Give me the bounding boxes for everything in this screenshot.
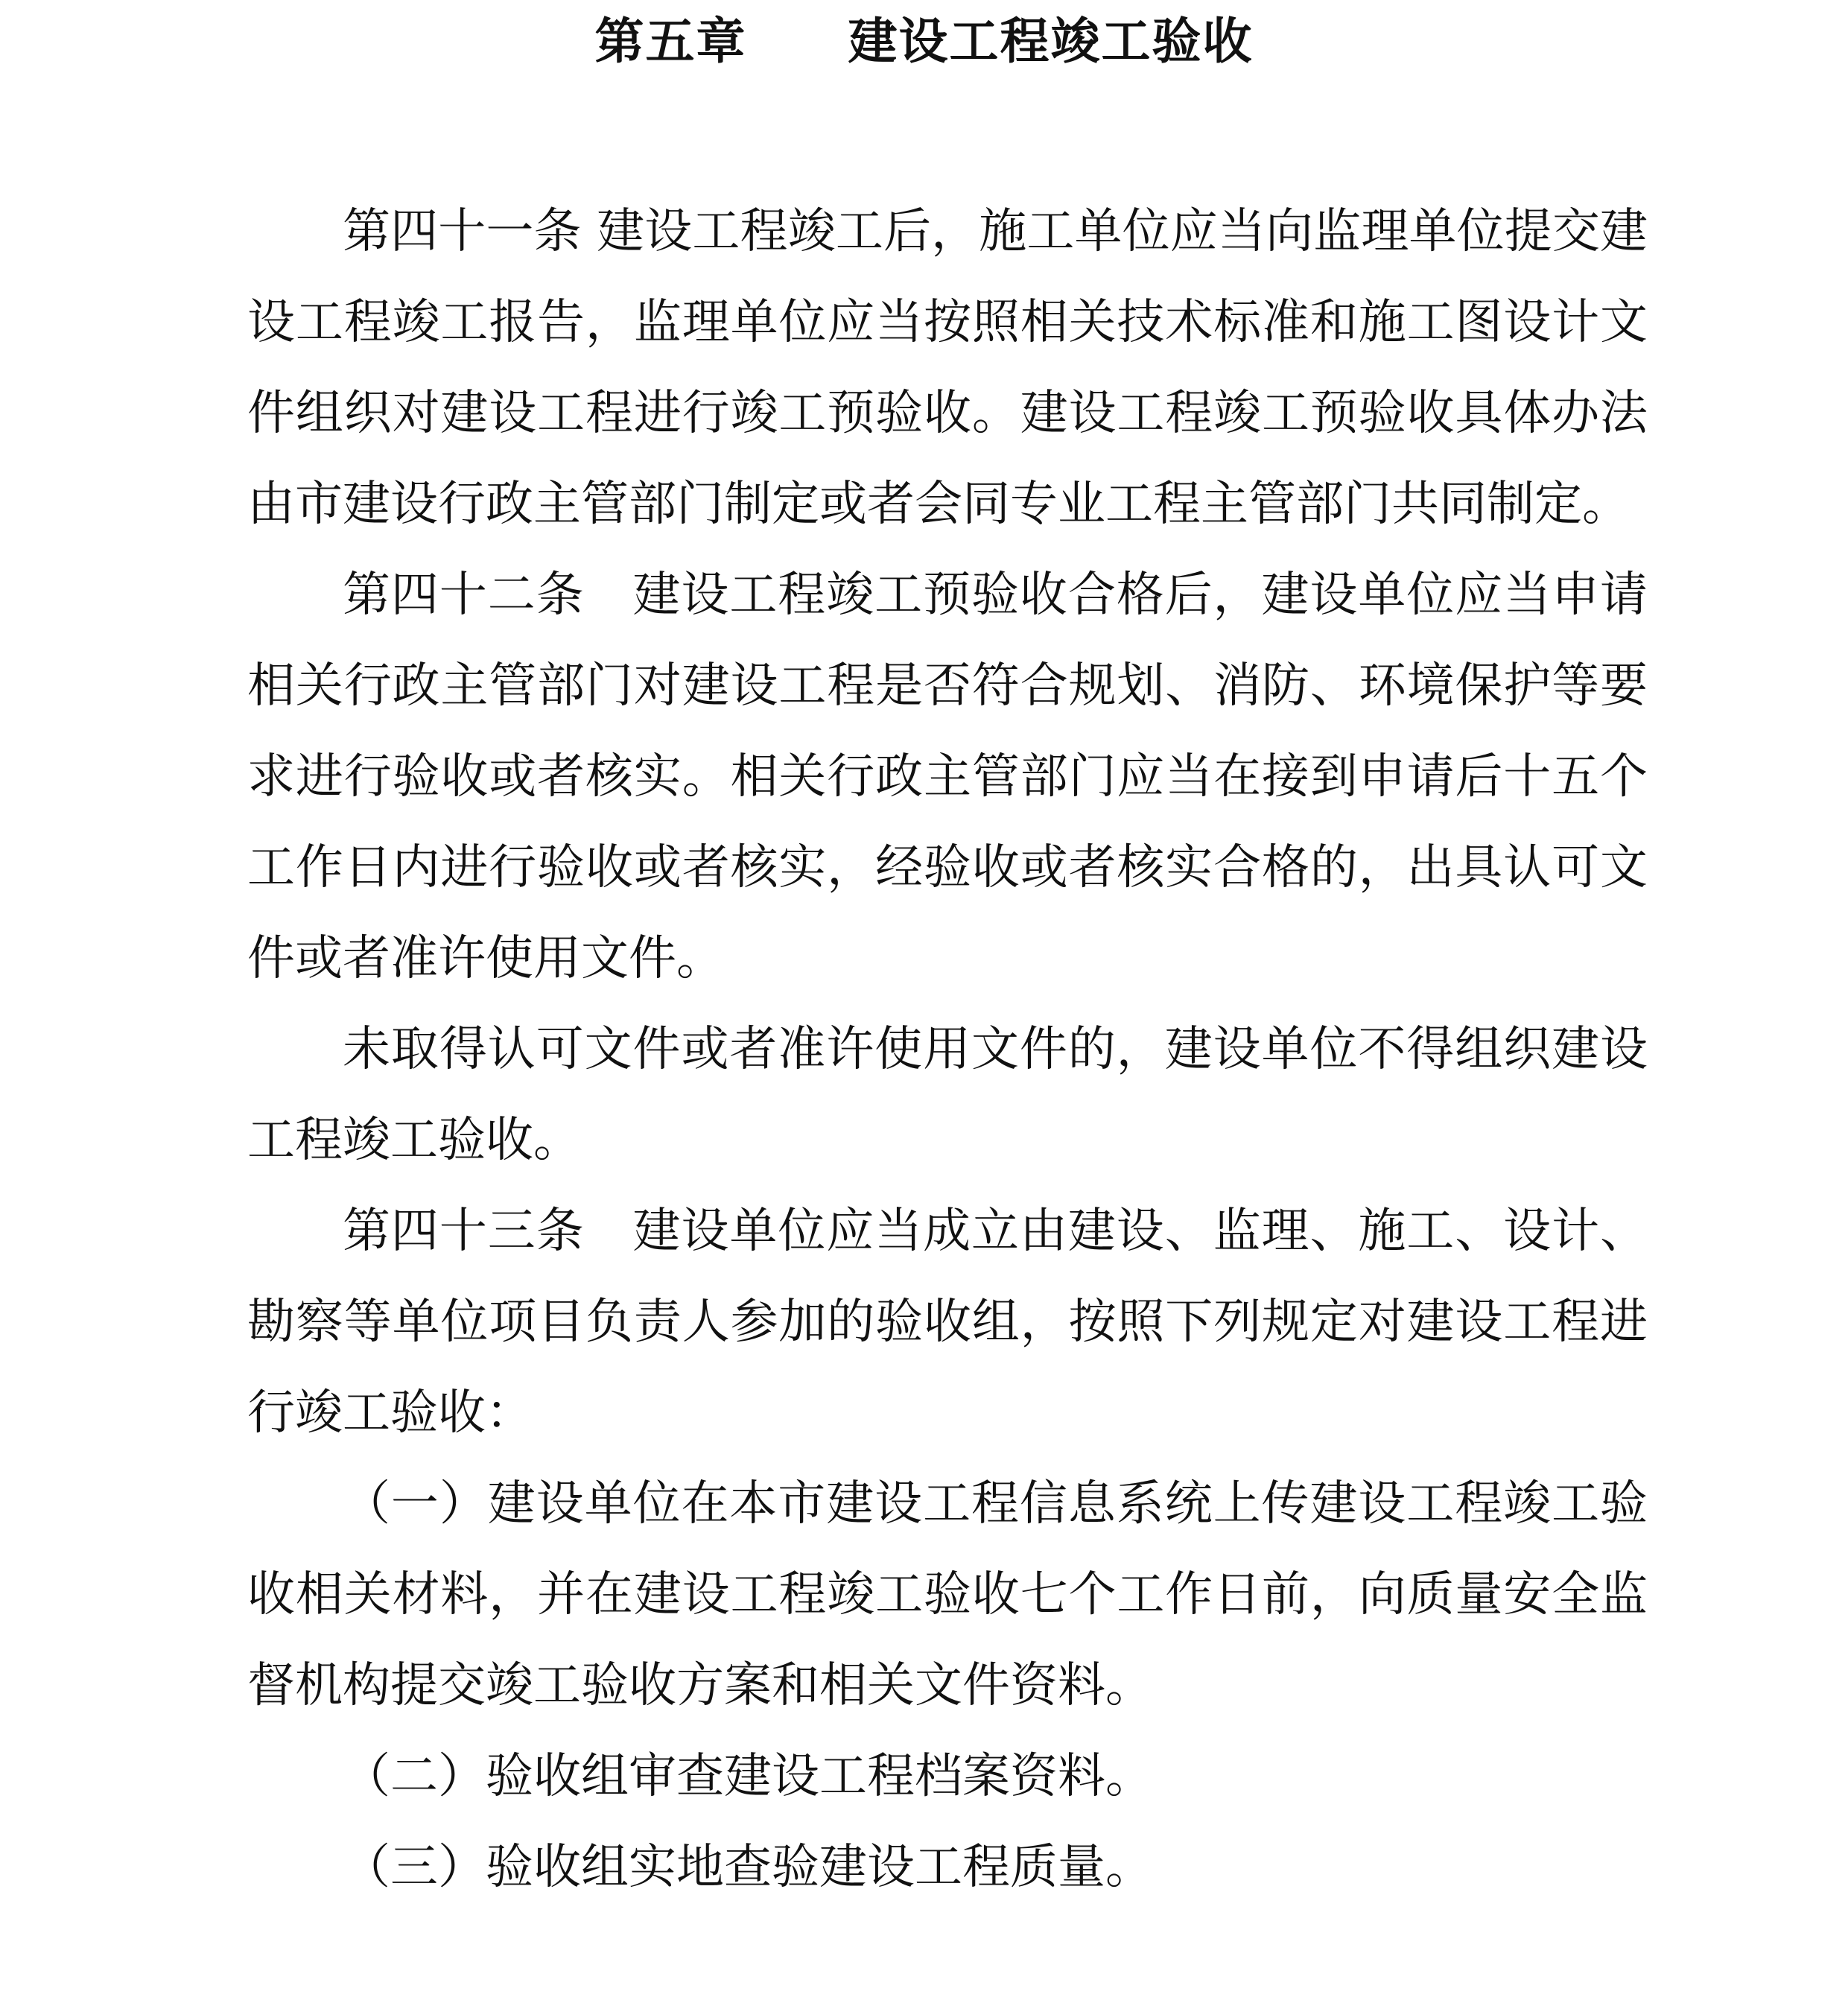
article-41-paragraph: 第四十一条 建设工程竣工后，施工单位应当向监理单位提交建设工程竣工报告，监理单位应当按照相关技术标准和施工图设计文件组织对建设工程进行竣工预验收。建设工程竣工预验收具体办法由市建设行政主管部门制定或者会同专业工程主管部门共同制定。 [247, 204, 1648, 532]
document-body [247, 186, 1648, 1913]
article-43-paragraph: 第四十三条 建设单位应当成立由建设、监理、施工、设计、勘察等单位项目负责人参加的验收组，按照下列规定对建设工程进行竣工验收： [247, 1204, 1648, 1441]
article-43-item-2: （二）验收组审查建设工程档案资料。 [343, 1749, 1153, 1804]
article-43-item-1: （一）建设单位在本市建设工程信息系统上传建设工程竣工验收相关材料，并在建设工程竣工验收七个工作日前，向质量安全监督机构提交竣工验收方案和相关文件资料。 [247, 1476, 1648, 1713]
article-42-clause-paragraph: 未取得认可文件或者准许使用文件的，建设单位不得组织建设工程竣工验收。 [247, 1022, 1648, 1168]
article-42-paragraph: 第四十二条 建设工程竣工预验收合格后，建设单位应当申请相关行政主管部门对建设工程是否符合规划、消防、环境保护等要求进行验收或者核实。相关行政主管部门应当在接到申请后十五个工作日内进行验收或者核实，经验收或者核实合格的，出具认可文件或者准许使用文件。 [247, 568, 1648, 986]
article-43-item-3: （三）验收组实地查验建设工程质量。 [343, 1840, 1153, 1895]
chapter-title: 第五章 建设工程竣工验收 [594, 13, 1254, 70]
